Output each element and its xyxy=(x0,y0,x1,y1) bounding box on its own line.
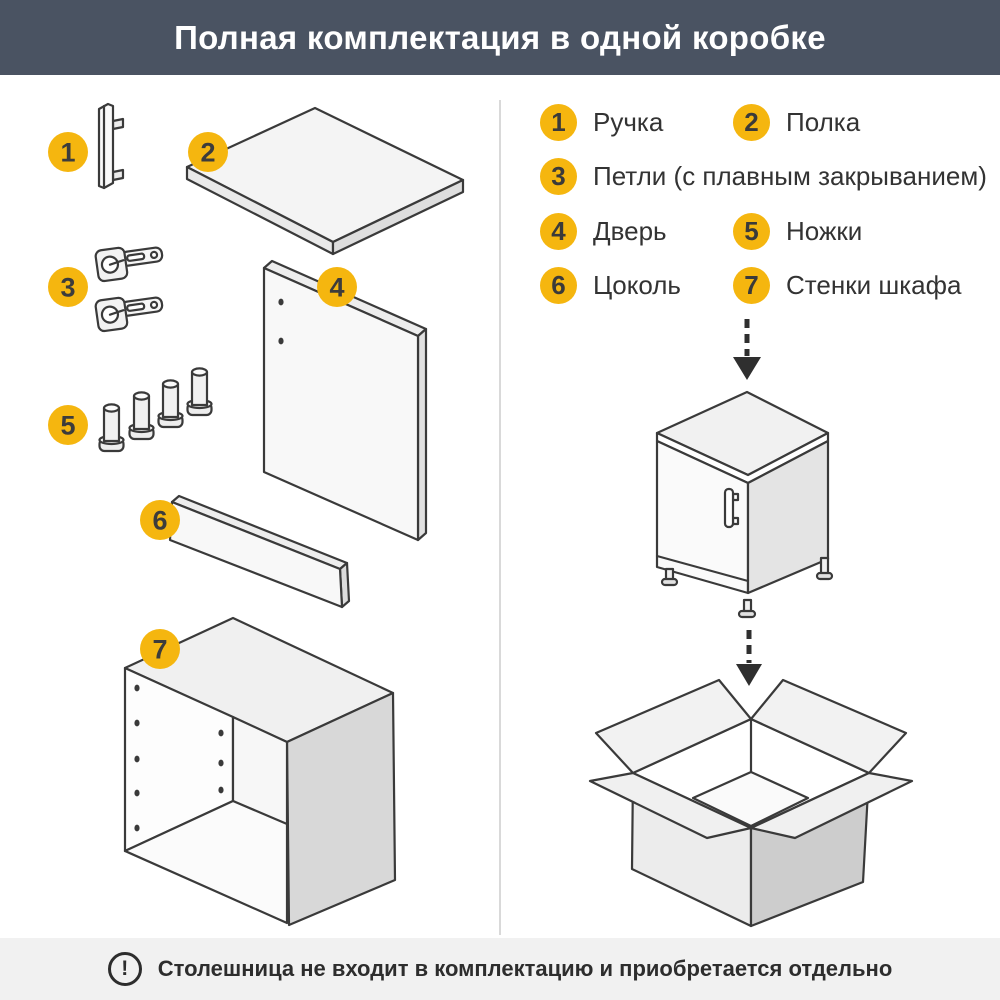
legend-label: Стенки шкафа xyxy=(786,270,962,300)
plinth-drawing xyxy=(170,496,349,607)
legend-label: Дверь xyxy=(593,216,667,246)
legend-item-legs xyxy=(733,213,862,250)
arrow-down-icon xyxy=(736,630,762,686)
legend-badge-3: 3 xyxy=(540,158,577,195)
legs-drawing xyxy=(100,368,212,451)
part-badge-1 xyxy=(48,132,88,172)
legend-label: Полка xyxy=(786,107,861,137)
open-box-drawing xyxy=(590,680,912,926)
part-badge-7 xyxy=(140,629,180,669)
legend-badge-2: 2 xyxy=(733,104,770,141)
legend-label: Цоколь xyxy=(593,270,681,300)
exploded-parts-diagram xyxy=(0,75,500,938)
legend-item-walls xyxy=(733,267,961,304)
part-badge-2 xyxy=(188,132,228,172)
hinges-drawing xyxy=(95,242,165,332)
svg-text:2: 2 xyxy=(200,137,216,168)
legend-badge-6: 6 xyxy=(540,267,577,304)
part-badge-3 xyxy=(48,267,88,307)
arrow-down-icon xyxy=(733,319,761,380)
legend-badge-4: 4 xyxy=(540,213,577,250)
assembled-cabinet-drawing xyxy=(657,392,832,617)
shelf-drawing xyxy=(187,108,463,254)
footer-note-text: Столешница не входит в комплектацию и приобретается отдельно xyxy=(157,956,893,981)
header-bar xyxy=(0,0,1000,75)
legend-item-handle xyxy=(540,104,663,141)
assembly-flow-diagram xyxy=(500,300,1000,938)
legend-badge-7: 7 xyxy=(733,267,770,304)
legend-item-hinges xyxy=(540,158,987,195)
legend-label: Ножки xyxy=(786,216,863,246)
page-title: Полная комплектация в одной коробке xyxy=(174,18,826,56)
legend-badge-5: 5 xyxy=(733,213,770,250)
legend-item-plinth xyxy=(540,267,681,304)
svg-text:5: 5 xyxy=(60,410,76,441)
part-badge-6 xyxy=(140,500,180,540)
legend-label: Петли (с плавным закрыванием) xyxy=(593,161,987,191)
part-badge-5 xyxy=(48,405,88,445)
svg-text:7: 7 xyxy=(152,634,168,665)
legend-item-shelf xyxy=(733,104,860,141)
legend-badge-1: 1 xyxy=(540,104,577,141)
handle-drawing xyxy=(99,104,123,188)
footer-note-bar xyxy=(0,938,1000,1000)
svg-text:6: 6 xyxy=(152,505,168,536)
legend-item-door xyxy=(540,213,667,250)
part-badge-4 xyxy=(317,267,357,307)
svg-text:3: 3 xyxy=(60,272,76,303)
svg-text:4: 4 xyxy=(329,272,345,303)
exclamation-circle-icon: ! xyxy=(108,952,142,986)
svg-text:1: 1 xyxy=(60,137,76,168)
legend-label: Ручка xyxy=(593,107,664,137)
